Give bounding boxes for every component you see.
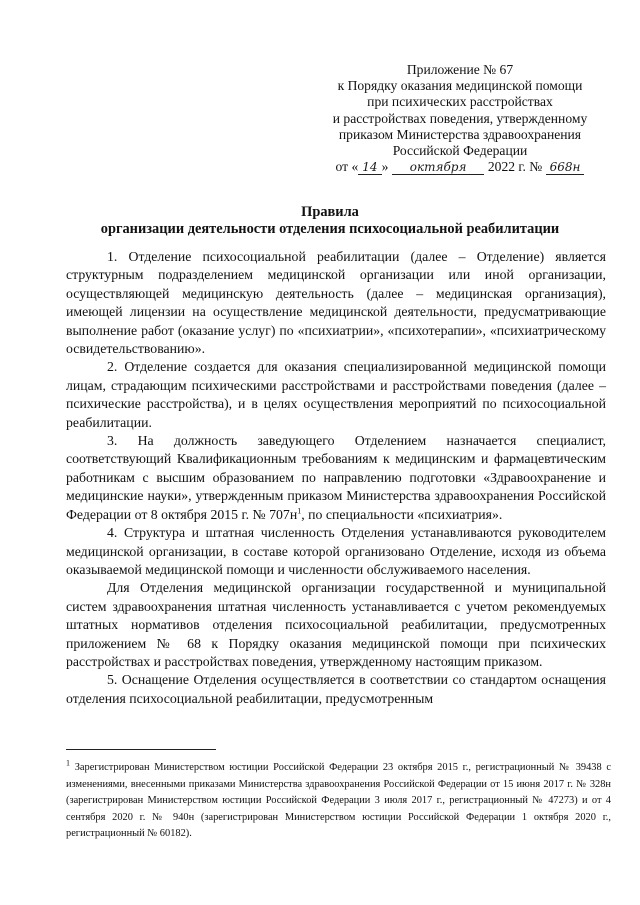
paragraph-4-continued: Для Отделения медицинской организации государственной и муниципальной систем здравоохранения штатная численность устанавливается с учетом рекомендуемых штатных нормативов отделения психосоциальной реабилитации, предусмотренных приложением № 68 к Порядку оказания медицинской помощи при психических расстройствах и расстройствах поведения, утвержденному настоящим приказом.: [66, 580, 606, 669]
paragraph-4: 4. Структура и штатная численность Отделения устанавливаются руководителем медицинской организации, в составе которой организовано Отделение, исходя из объема оказываемой медицинской помощи и численности обслуживаемого населения.: [66, 525, 606, 577]
footnote: [66, 760, 611, 843]
paragraph-5: 5. Оснащение Отделения осуществляется в соответствии со стандартом оснащения отделения психосоциальной реабилитации, предусмотренным: [66, 672, 606, 706]
appendix-ref-line: при психических расстройствах: [367, 94, 553, 110]
footnote-divider: [66, 749, 216, 750]
paragraph-1: 1. Отделение психосоциальной реабилитации (далее – Отделение) является структурным подразделением медицинской организации или иной организации, осуществляющей медицинскую деятельность (далее – медицинская организация), имеющей лицензии на осуществление медицинской деятельности, предусматривающие выполнение работ (оказание услуг) по «психиатрии», «психотерапии», «психиатрическому освидетельствованию».: [66, 249, 606, 357]
appendix-ref-line: и расстройствах поведения, утвержденному: [332, 110, 588, 126]
appendix-header: [300, 62, 620, 175]
date-prefix: от «: [335, 159, 359, 175]
appendix-ref-line: приказом Министерства здравоохранения: [338, 126, 582, 142]
paragraph-3: [66, 432, 606, 524]
footnote-text: Зарегистрирован Министерством юстиции Российской Федерации 23 октября 2015 г., регистрационный № 39438 с изменениями, внесенными приказами Министерства здравоохранения Российской Федерации от 15 июня 2017 г. № 328н (зарегистрирован Министерством юстиции Российской Федерации 3 июля 2017 г., регистрационный № 47273) и от 4 сентября 2020 г. № 940н (зарегистрирован Министерством юстиции Российской Федерации 1 октября 2020 г., регистрационный № 60182).: [66, 762, 611, 840]
handwritten-month: октября: [392, 160, 485, 175]
document-title: Правила: [301, 204, 359, 220]
footnote-mark: 1: [66, 758, 70, 768]
paragraph-2: 2. Отделение создается для оказания специализированной медицинской помощи лицам, страдающим психическими расстройствами и расстройствами поведения (далее – психические расстройства), и в целях осуществления мероприятий по психосоциальной реабилитации.: [66, 359, 606, 430]
appendix-ref-line: Российской Федерации: [392, 143, 528, 159]
order-date-line: [300, 159, 620, 175]
appendix-number: Приложение № 67: [406, 62, 514, 77]
date-mid: »: [381, 159, 389, 175]
year-and-number-label: 2022 г. №: [487, 159, 543, 175]
appendix-ref-line: к Порядку оказания медицинской помощи: [337, 78, 583, 94]
paragraph-3-text: 3. На должность заведующего Отделением назначается специалист, соответствующий Квалификационным требованиям к медицинским и фармацевтическим работникам с высшим образованием по направлению подготовки «Здравоохранение и медицинские науки», утвержденным приказом Министерства здравоохранения Российской Федерации от 8 октября 2015 г. № 707н: [66, 433, 606, 522]
paragraph-3-tail: , по специальности «психиатрия».: [301, 506, 503, 522]
handwritten-day: 14: [358, 160, 381, 175]
document-body: [66, 248, 606, 708]
document-subtitle: организации деятельности отделения психосоциальной реабилитации: [100, 221, 560, 237]
footnote-ref: 1: [297, 506, 302, 516]
handwritten-order-number: 668н: [546, 160, 585, 175]
